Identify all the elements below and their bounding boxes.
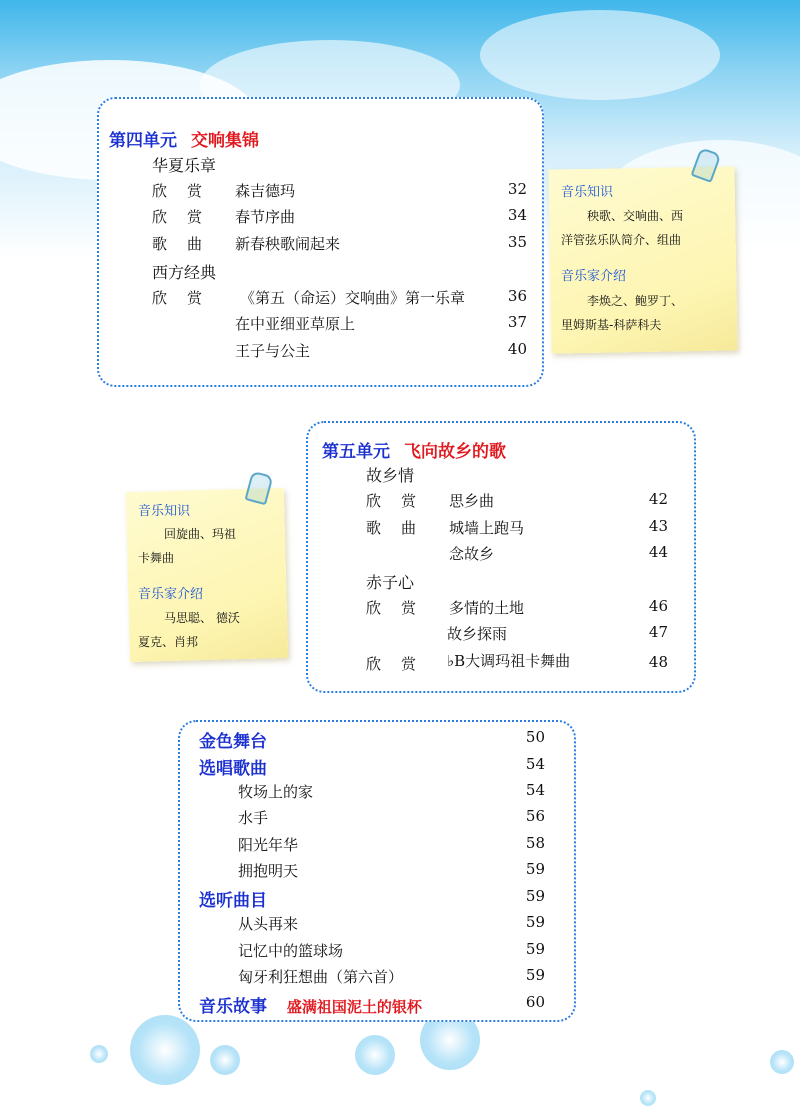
page-number: 59 [525,887,545,905]
unit5-title [322,437,506,462]
note2-text [138,522,283,570]
page-number: 43 [648,517,668,535]
page-number: 50 [525,728,545,746]
category-label: 欣赏 [366,492,437,510]
toc-entry-title[interactable]: 王子与公主 [235,342,311,360]
page-number: 60 [525,993,545,1011]
unit4-name: 交响集锦 [191,131,259,151]
unit4-title [109,126,259,151]
page-number: 46 [648,597,668,615]
golden-stage-heading[interactable]: 金色舞台 [199,732,267,752]
page-number: 47 [648,623,668,641]
toc-entry-title[interactable]: 多情的土地 [449,599,525,617]
toc-entry-title[interactable]: 《第五（命运）交响曲》第一乐章 [240,289,466,307]
note1-text [561,289,731,337]
page-number: 48 [648,653,668,671]
toc-entry-title[interactable]: 拥抱明天 [238,862,299,880]
unit5-name: 飞向故乡的歌 [404,442,506,462]
note1-text-line: 秧歌、交响曲、西 [587,209,684,223]
toc-entry-title[interactable]: 思乡曲 [449,492,495,510]
bubble [770,1050,794,1074]
page-number: 54 [525,755,545,773]
bubble [355,1035,395,1075]
unit5-number: 第五单元 [322,442,390,462]
category-label: 欣赏 [152,182,223,200]
toc-entry-title[interactable]: 念故乡 [449,545,495,563]
page-number: 56 [525,807,545,825]
note2-text-line: 夏克、肖邦 [138,635,199,649]
unit4-section2: 西方经典 [152,263,217,282]
toc-entry-title[interactable]: 城墙上跑马 [449,519,525,537]
unit4-number: 第四单元 [109,131,177,151]
page-number: 34 [507,206,527,224]
toc-entry-title[interactable]: 新春秧歌闹起来 [235,235,341,253]
toc-entry-title[interactable]: 阳光年华 [238,836,299,854]
note2-text [138,606,283,654]
cloud [480,10,720,100]
bubble [130,1015,200,1085]
note1-text-line: 里姆斯基-科萨科夫 [561,318,662,332]
toc-entry-title[interactable]: 从头再来 [238,915,299,933]
note1-heading2: 音乐家介绍 [561,269,627,284]
note2-text-line: 回旋曲、玛祖 [164,527,237,541]
toc-entry-title[interactable]: ♭B大调玛祖卡舞曲 [447,652,571,670]
toc-entry-title[interactable]: 在中亚细亚草原上 [235,315,356,333]
toc-entry-title[interactable]: 匈牙利狂想曲（第六首） [238,968,404,986]
page-number: 54 [525,781,545,799]
page-number: 59 [525,940,545,958]
selected-songs-heading[interactable]: 选唱歌曲 [199,759,267,779]
unit5-section2: 赤子心 [366,573,415,592]
page-number: 35 [507,233,527,251]
toc-entry-title[interactable]: 春节序曲 [235,208,296,226]
category-label: 歌曲 [366,519,437,537]
music-story-label: 音乐故事 [199,997,267,1017]
unit5-section1: 故乡情 [366,466,415,485]
page-number: 58 [525,834,545,852]
category-label: 欣赏 [152,289,223,307]
category-label: 欣赏 [366,599,437,617]
note1-text-line: 洋管弦乐队简介、组曲 [561,233,682,247]
page-number: 40 [507,340,527,358]
note2-heading1: 音乐知识 [138,504,191,519]
category-label: 欣赏 [366,655,437,673]
page-number: 59 [525,966,545,984]
bubble [640,1090,656,1106]
note2-heading2: 音乐家介绍 [138,587,204,602]
page-number: 36 [507,287,527,305]
toc-entry-title[interactable]: 森吉德玛 [235,182,296,200]
note1-text-line: 李焕之、鲍罗丁、 [587,294,684,308]
page-number: 44 [648,543,668,561]
bubble [210,1045,240,1075]
note2-text-line: 马思聪、 德沃 [164,611,240,625]
category-label: 欣赏 [152,208,223,226]
note1-heading1: 音乐知识 [561,185,614,200]
music-story-subtitle: 盛满祖国泥土的银杯 [286,998,422,1016]
bubble [90,1045,108,1063]
page-number: 37 [507,313,527,331]
note1-text [561,204,731,252]
toc-entry-title[interactable]: 记忆中的篮球场 [238,942,344,960]
toc-entry-title[interactable]: 水手 [238,809,269,827]
selected-listening-heading[interactable]: 选听曲目 [199,891,267,911]
category-label: 歌曲 [152,235,223,253]
unit4-section1: 华夏乐章 [152,156,217,175]
toc-entry-title[interactable]: 故乡探雨 [447,625,508,643]
music-story-heading[interactable] [199,992,422,1017]
note2-text-line: 卡舞曲 [138,551,175,565]
page-number: 42 [648,490,668,508]
page-number: 59 [525,860,545,878]
page-number: 32 [507,180,527,198]
toc-entry-title[interactable]: 牧场上的家 [238,783,314,801]
page-number: 59 [525,913,545,931]
